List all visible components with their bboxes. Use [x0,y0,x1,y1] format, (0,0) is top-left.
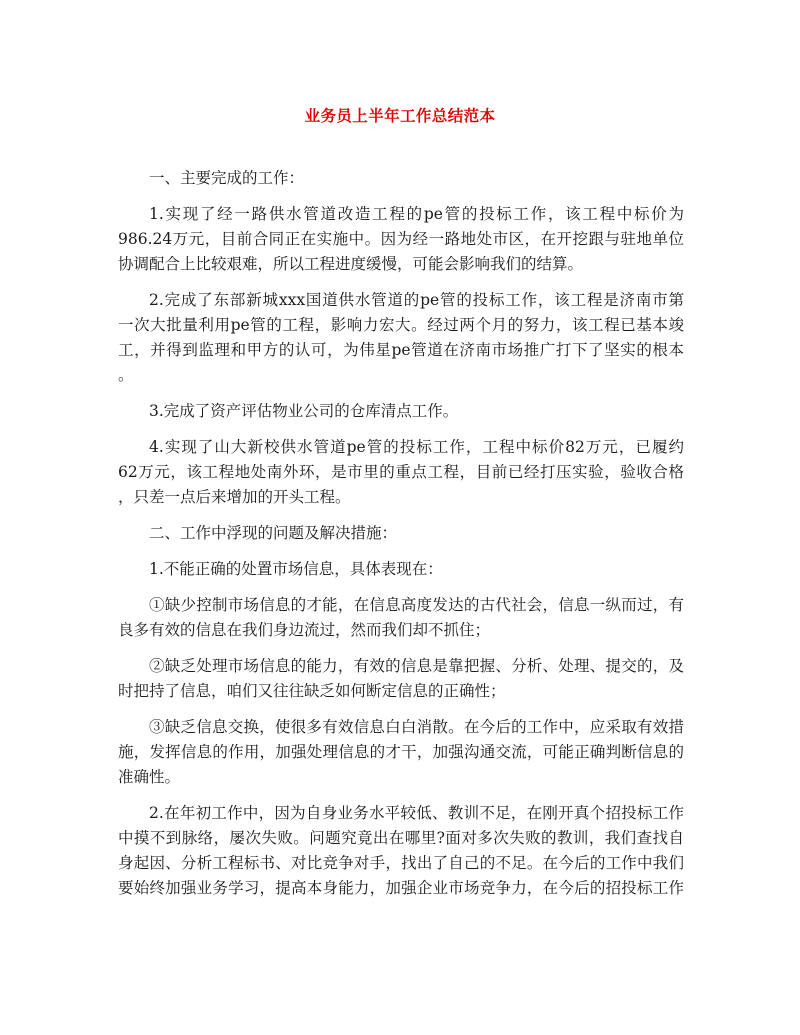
paragraph-line: 4.实现了山大新校供水管道pe管的投标工作，工程中标价82万元，已履约 [149,438,684,456]
paragraph-line: 准确性。 [118,768,181,786]
paragraph-line: 1.实现了经一路供水管道改造工程的pe管的投标工作，该工程中标价为 [149,205,684,223]
paragraph-line: 2.在年初工作中，因为自身业务水平较低、教训不足，在刚开真个招投标工作 [149,804,684,822]
paragraph-line: 986.24万元，目前合同正在实施中。因为经一路地处市区，在开挖跟与驻地单位 [118,230,684,248]
section-heading-1: 一、主要完成的工作： [149,169,305,187]
paragraph-line: 。 [118,366,134,384]
document-title: 业务员上半年工作总结范本 [304,106,496,125]
paragraph-line: 协调配合上比较艰难，所以工程进度缓慢，可能会影响我们的结算。 [118,255,584,273]
paragraph-line: 时把持了信息，咱们又往往缺乏如何断定信息的正确性； [118,682,506,700]
paragraph-line: ③缺乏信息交换，使很多有效信息白白消散。在今后的工作中，应采取有效措 [149,718,684,736]
document-body [118,166,684,901]
paragraph-line: 62万元，该工程地处南外环，是市里的重点工程，目前已经打压实验，验收合格 [118,463,684,481]
paragraph-line: 2.完成了东部新城xxx国道供水管道的pe管的投标工作，该工程是济南市第 [149,291,684,309]
paragraph-line: 1.不能正确的处置市场信息，具体表现在： [149,560,443,578]
paragraph-line: 3.完成了资产评估物业公司的仓库清点工作。 [149,402,459,420]
paragraph-line: 身起因、分析工程标书、对比竞争对手，找出了自己的不足。在今后的工作中我们 [118,854,684,872]
paragraph-line: 中摸不到脉络，屡次失败。问题究竟出在哪里?面对多次失败的教训，我们查找自 [118,829,684,847]
paragraph-line: ①缺少控制市场信息的才能，在信息高度发达的古代社会，信息一纵而过，有 [149,596,684,614]
paragraph-line: ，只差一点后来增加的开头工程。 [118,488,351,506]
paragraph-line: 一次大批量利用pe管的工程，影响力宏大。经过两个月的努力，该工程已基本竣 [118,316,684,334]
paragraph-line: 工，并得到监理和甲方的认可，为伟星pe管道在济南市场推广打下了坚实的根本 [118,341,684,359]
paragraph-line: 良多有效的信息在我们身边流过，然而我们却不抓住； [118,621,491,639]
section-heading-2: 二、工作中浮现的问题及解决措施： [149,524,398,542]
paragraph-line: ②缺乏处理市场信息的能力，有效的信息是靠把握、分析、处理、提交的，及 [149,657,684,675]
paragraph-line: 要始终加强业务学习，提高本身能力，加强企业市场竞争力，在今后的招投标工作 [118,879,684,897]
paragraph-line: 施，发挥信息的作用，加强处理信息的才干，加强沟通交流，可能正确判断信息的 [118,743,684,761]
